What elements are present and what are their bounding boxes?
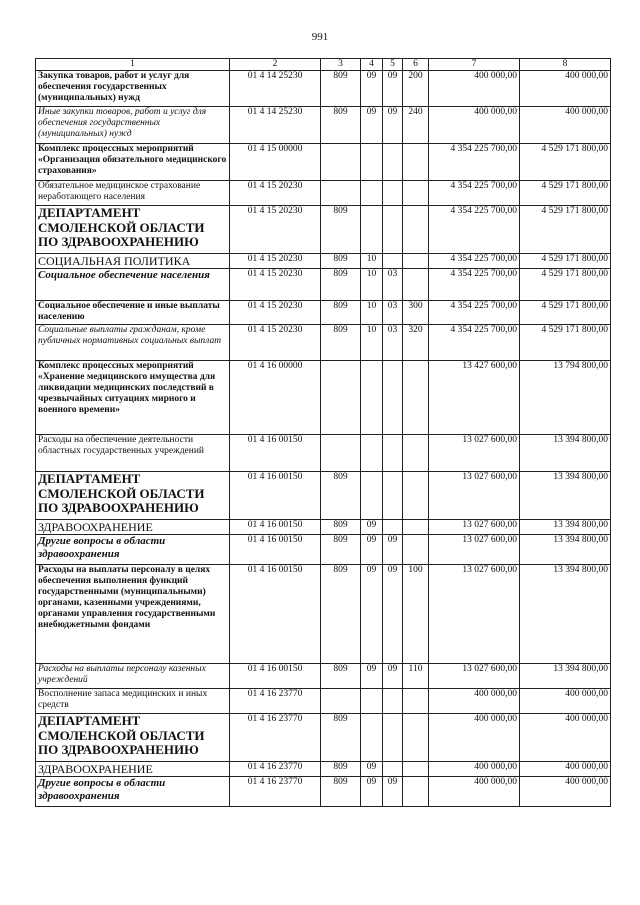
table-row [36, 714, 611, 762]
department-code: 809 [321, 777, 361, 807]
item-name: Комплекс процессных мероприятий «Хранение медицинского имущества для ликвидации медицинских последствий в чрезвычайных ситуациях мирного и военного времени» [36, 361, 230, 435]
department-code: 809 [321, 325, 361, 361]
department-code: 809 [321, 472, 361, 520]
table-row [36, 71, 611, 107]
section-code [361, 144, 383, 181]
subsection-code: 09 [383, 71, 403, 107]
section-code [361, 435, 383, 472]
subsection-code [383, 520, 403, 535]
target-article-code: 01 4 16 00150 [230, 435, 321, 472]
department-code [321, 144, 361, 181]
amount-year-1: 13 027 600,00 [429, 664, 520, 689]
item-name: Социальные выплаты гражданам, кроме публичных нормативных социальных выплат [36, 325, 230, 361]
expense-type-code [403, 269, 429, 301]
amount-year-1: 400 000,00 [429, 107, 520, 144]
table-row [36, 520, 611, 535]
amount-year-1: 4 354 225 700,00 [429, 181, 520, 206]
amount-year-2: 4 529 171 800,00 [520, 144, 611, 181]
table-row [36, 472, 611, 520]
table-row [36, 144, 611, 181]
item-name: СОЦИАЛЬНАЯ ПОЛИТИКА [36, 254, 230, 269]
amount-year-2: 400 000,00 [520, 762, 611, 777]
amount-year-2: 400 000,00 [520, 714, 611, 762]
column-header: 5 [383, 59, 403, 71]
section-code: 10 [361, 325, 383, 361]
expense-type-code [403, 181, 429, 206]
subsection-code [383, 762, 403, 777]
target-article-code: 01 4 15 20230 [230, 325, 321, 361]
department-code [321, 361, 361, 435]
amount-year-2: 400 000,00 [520, 689, 611, 714]
amount-year-1: 4 354 225 700,00 [429, 144, 520, 181]
column-header: 8 [520, 59, 611, 71]
amount-year-2: 13 394 800,00 [520, 664, 611, 689]
amount-year-1: 13 027 600,00 [429, 472, 520, 520]
amount-year-2: 13 394 800,00 [520, 565, 611, 664]
department-code: 809 [321, 762, 361, 777]
expense-type-code [403, 144, 429, 181]
table-row [36, 206, 611, 254]
table-row [36, 565, 611, 664]
item-name: Закупка товаров, работ и услуг для обеспечения государственных (муниципальных) нужд [36, 71, 230, 107]
item-name: Расходы на выплаты персоналу в целях обеспечения выполнения функций государственными (муниципальными) органами, казенными учреждениями, органами управления государственными внебюджетными фондами [36, 565, 230, 664]
amount-year-1: 400 000,00 [429, 777, 520, 807]
amount-year-1: 4 354 225 700,00 [429, 325, 520, 361]
column-number-row [36, 59, 611, 71]
column-header: 6 [403, 59, 429, 71]
amount-year-2: 4 529 171 800,00 [520, 325, 611, 361]
target-article-code: 01 4 15 20230 [230, 181, 321, 206]
department-code: 809 [321, 254, 361, 269]
subsection-code: 09 [383, 535, 403, 565]
budget-table [35, 58, 611, 807]
department-code: 809 [321, 269, 361, 301]
department-code: 809 [321, 71, 361, 107]
subsection-code: 03 [383, 325, 403, 361]
subsection-code [383, 206, 403, 254]
target-article-code: 01 4 15 20230 [230, 254, 321, 269]
target-article-code: 01 4 16 23770 [230, 762, 321, 777]
item-name: Социальное обеспечение населения [36, 269, 230, 301]
subsection-code: 03 [383, 301, 403, 325]
department-code: 809 [321, 714, 361, 762]
table-row [36, 689, 611, 714]
department-code: 809 [321, 565, 361, 664]
target-article-code: 01 4 15 20230 [230, 206, 321, 254]
subsection-code: 09 [383, 565, 403, 664]
amount-year-2: 4 529 171 800,00 [520, 254, 611, 269]
column-header: 4 [361, 59, 383, 71]
item-name: Расходы на выплаты персоналу казенных учреждений [36, 664, 230, 689]
target-article-code: 01 4 16 23770 [230, 777, 321, 807]
subsection-code: 09 [383, 664, 403, 689]
amount-year-2: 13 394 800,00 [520, 520, 611, 535]
expense-type-code [403, 535, 429, 565]
subsection-code [383, 361, 403, 435]
subsection-code [383, 254, 403, 269]
expense-type-code: 320 [403, 325, 429, 361]
expense-type-code: 200 [403, 71, 429, 107]
target-article-code: 01 4 16 23770 [230, 689, 321, 714]
item-name: Обязательное медицинское страхование неработающего населения [36, 181, 230, 206]
item-name: ДЕПАРТАМЕНТ СМОЛЕНСКОЙ ОБЛАСТИ ПО ЗДРАВООХРАНЕНИЮ [36, 714, 230, 762]
target-article-code: 01 4 15 00000 [230, 144, 321, 181]
budget-table-body [36, 71, 611, 807]
subsection-code [383, 181, 403, 206]
subsection-code [383, 689, 403, 714]
expense-type-code [403, 254, 429, 269]
department-code [321, 181, 361, 206]
section-code: 09 [361, 762, 383, 777]
table-row [36, 181, 611, 206]
amount-year-1: 4 354 225 700,00 [429, 206, 520, 254]
expense-type-code [403, 206, 429, 254]
item-name: ДЕПАРТАМЕНТ СМОЛЕНСКОЙ ОБЛАСТИ ПО ЗДРАВООХРАНЕНИЮ [36, 206, 230, 254]
section-code: 09 [361, 71, 383, 107]
subsection-code [383, 714, 403, 762]
table-row [36, 325, 611, 361]
section-code: 10 [361, 269, 383, 301]
amount-year-1: 13 027 600,00 [429, 565, 520, 664]
table-row [36, 254, 611, 269]
target-article-code: 01 4 14 25230 [230, 71, 321, 107]
page-number: 991 [311, 31, 329, 43]
target-article-code: 01 4 15 20230 [230, 269, 321, 301]
table-row [36, 301, 611, 325]
expense-type-code [403, 762, 429, 777]
subsection-code: 09 [383, 107, 403, 144]
amount-year-1: 13 027 600,00 [429, 535, 520, 565]
expense-type-code [403, 435, 429, 472]
item-name: Восполнение запаса медицинских и иных средств [36, 689, 230, 714]
amount-year-2: 400 000,00 [520, 777, 611, 807]
subsection-code [383, 435, 403, 472]
section-code: 09 [361, 565, 383, 664]
target-article-code: 01 4 14 25230 [230, 107, 321, 144]
section-code: 09 [361, 107, 383, 144]
item-name: Комплекс процессных мероприятий «Организация обязательного медицинского страхования» [36, 144, 230, 181]
table-row [36, 435, 611, 472]
target-article-code: 01 4 16 00150 [230, 472, 321, 520]
expense-type-code: 110 [403, 664, 429, 689]
subsection-code [383, 472, 403, 520]
item-name: Другие вопросы в области здравоохранения [36, 777, 230, 807]
amount-year-1: 13 027 600,00 [429, 435, 520, 472]
item-name: Иные закупки товаров, работ и услуг для обеспечения государственных (муниципальных) нужд [36, 107, 230, 144]
column-header: 7 [429, 59, 520, 71]
column-header: 2 [230, 59, 321, 71]
amount-year-2: 13 794 800,00 [520, 361, 611, 435]
item-name: ЗДРАВООХРАНЕНИЕ [36, 520, 230, 535]
table-row [36, 535, 611, 565]
item-name: Социальное обеспечение и иные выплаты населению [36, 301, 230, 325]
department-code: 809 [321, 664, 361, 689]
section-code [361, 472, 383, 520]
department-code: 809 [321, 107, 361, 144]
department-code [321, 689, 361, 714]
expense-type-code [403, 689, 429, 714]
expense-type-code [403, 361, 429, 435]
subsection-code [383, 144, 403, 181]
subsection-code: 03 [383, 269, 403, 301]
amount-year-2: 13 394 800,00 [520, 535, 611, 565]
amount-year-1: 4 354 225 700,00 [429, 269, 520, 301]
expense-type-code: 100 [403, 565, 429, 664]
item-name: ЗДРАВООХРАНЕНИЕ [36, 762, 230, 777]
amount-year-2: 13 394 800,00 [520, 472, 611, 520]
amount-year-1: 4 354 225 700,00 [429, 301, 520, 325]
target-article-code: 01 4 15 20230 [230, 301, 321, 325]
amount-year-1: 13 027 600,00 [429, 520, 520, 535]
item-name: Расходы на обеспечение деятельности областных государственных учреждений [36, 435, 230, 472]
section-code [361, 361, 383, 435]
section-code [361, 689, 383, 714]
amount-year-2: 4 529 171 800,00 [520, 206, 611, 254]
amount-year-2: 4 529 171 800,00 [520, 181, 611, 206]
section-code: 09 [361, 535, 383, 565]
department-code: 809 [321, 520, 361, 535]
amount-year-1: 400 000,00 [429, 689, 520, 714]
section-code: 10 [361, 254, 383, 269]
amount-year-2: 4 529 171 800,00 [520, 269, 611, 301]
department-code: 809 [321, 206, 361, 254]
expense-type-code: 300 [403, 301, 429, 325]
department-code [321, 435, 361, 472]
expense-type-code [403, 520, 429, 535]
amount-year-1: 400 000,00 [429, 71, 520, 107]
amount-year-2: 400 000,00 [520, 107, 611, 144]
target-article-code: 01 4 16 00150 [230, 520, 321, 535]
amount-year-1: 13 427 600,00 [429, 361, 520, 435]
item-name: ДЕПАРТАМЕНТ СМОЛЕНСКОЙ ОБЛАСТИ ПО ЗДРАВООХРАНЕНИЮ [36, 472, 230, 520]
section-code [361, 206, 383, 254]
amount-year-1: 400 000,00 [429, 762, 520, 777]
target-article-code: 01 4 16 00150 [230, 565, 321, 664]
section-code: 09 [361, 520, 383, 535]
section-code [361, 181, 383, 206]
table-row [36, 777, 611, 807]
table-row [36, 269, 611, 301]
table-row [36, 762, 611, 777]
subsection-code: 09 [383, 777, 403, 807]
section-code: 09 [361, 664, 383, 689]
amount-year-2: 13 394 800,00 [520, 435, 611, 472]
target-article-code: 01 4 16 00150 [230, 664, 321, 689]
column-header: 1 [36, 59, 230, 71]
amount-year-2: 400 000,00 [520, 71, 611, 107]
department-code: 809 [321, 301, 361, 325]
expense-type-code [403, 714, 429, 762]
target-article-code: 01 4 16 00000 [230, 361, 321, 435]
expense-type-code [403, 472, 429, 520]
table-row [36, 664, 611, 689]
amount-year-1: 400 000,00 [429, 714, 520, 762]
section-code: 09 [361, 777, 383, 807]
table-row [36, 361, 611, 435]
table-row [36, 107, 611, 144]
expense-type-code: 240 [403, 107, 429, 144]
department-code: 809 [321, 535, 361, 565]
section-code [361, 714, 383, 762]
target-article-code: 01 4 16 23770 [230, 714, 321, 762]
section-code: 10 [361, 301, 383, 325]
item-name: Другие вопросы в области здравоохранения [36, 535, 230, 565]
amount-year-2: 4 529 171 800,00 [520, 301, 611, 325]
amount-year-1: 4 354 225 700,00 [429, 254, 520, 269]
target-article-code: 01 4 16 00150 [230, 535, 321, 565]
column-header: 3 [321, 59, 361, 71]
expense-type-code [403, 777, 429, 807]
